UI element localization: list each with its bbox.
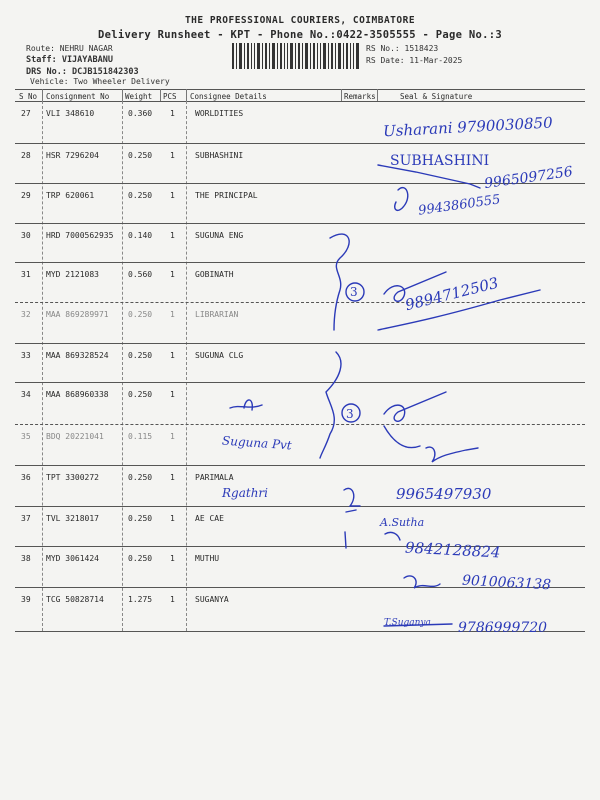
cell-consignment: MAA 869328524 [46, 351, 109, 360]
col-remarks: Remarks [344, 92, 376, 101]
runsheet-title: Delivery Runsheet - KPT - Phone No.:0422-3505555 - Page No.:3 [98, 29, 502, 41]
cell-consignee: GOBINATH [195, 270, 234, 279]
cell-consignment: TPT 3300272 [46, 473, 99, 482]
handwritten-phone-37: 9842128824 [404, 538, 501, 562]
cell-consignment: TVL 3218017 [46, 514, 99, 523]
cell-consignee: THE PRINCIPAL [195, 191, 258, 200]
cell-weight: 0.250 [128, 473, 153, 482]
table-row [15, 506, 585, 548]
cell-weight: 0.250 [128, 514, 153, 523]
cell-consignee: SUGUNA ENG [195, 231, 244, 240]
col-divider [160, 89, 161, 101]
staff-label: Staff: VIJAYABANU [26, 55, 113, 65]
drs-number: DRS No.: DCJB151842303 [26, 67, 139, 77]
cell-sno: 32 [21, 310, 31, 319]
cell-weight: 1.275 [128, 595, 153, 604]
col-consignee: Consignee Details [190, 92, 267, 101]
cell-weight: 0.115 [128, 432, 153, 441]
cell-consignee: MUTHU [195, 554, 220, 563]
cell-pcs: 1 [170, 109, 175, 118]
cell-consignee: WORLDITIES [195, 109, 244, 118]
handwritten-phone-31: 9894712503 [403, 273, 501, 315]
table-row [15, 343, 585, 385]
table-row [15, 424, 585, 466]
cell-pcs: 1 [170, 310, 175, 319]
cell-pcs: 1 [170, 473, 175, 482]
rs-number: RS No.: 1518423 [366, 44, 439, 53]
route-label: Route: NEHRU NAGAR [26, 44, 113, 53]
cell-pcs: 1 [170, 390, 175, 399]
cell-pcs: 1 [170, 231, 175, 240]
cell-consignee: PARIMALA [195, 473, 234, 482]
cell-consignment: TCG 50828714 [46, 595, 104, 604]
cell-sno: 30 [21, 231, 31, 240]
col-divider [186, 89, 187, 101]
cell-sno: 27 [21, 109, 31, 118]
col-divider [42, 89, 43, 101]
cell-weight: 0.360 [128, 109, 153, 118]
cell-weight: 0.250 [128, 390, 153, 399]
table-top-border [15, 89, 585, 90]
vehicle-label: Vehicle: Two Wheeler Delivery [30, 77, 170, 86]
col-divider [377, 89, 378, 101]
col-pcs: PCS [163, 92, 177, 101]
col-divider [341, 89, 342, 101]
cell-weight: 0.250 [128, 191, 153, 200]
cell-sno: 38 [21, 554, 31, 563]
cell-weight: 0.250 [128, 554, 153, 563]
cell-sno: 33 [21, 351, 31, 360]
cell-sno: 37 [21, 514, 31, 523]
cell-consignment: MAA 868960338 [46, 390, 109, 399]
cell-consignment: BDQ 20221041 [46, 432, 104, 441]
cell-pcs: 1 [170, 270, 175, 279]
cell-sno: 35 [21, 432, 31, 441]
table-row [15, 465, 585, 507]
handwritten-phone-36: 9965497930 [396, 485, 492, 503]
cell-weight: 0.560 [128, 270, 153, 279]
cell-pcs: 1 [170, 151, 175, 160]
cell-consignment: MYD 3061424 [46, 554, 99, 563]
cell-consignee: SUBHASHINI [195, 151, 244, 160]
cell-pcs: 1 [170, 514, 175, 523]
handwritten-sign-39: T.Suganya [384, 618, 431, 628]
rs-date: RS Date: 11-Mar-2025 [366, 56, 463, 65]
cell-weight: 0.140 [128, 231, 153, 240]
cell-sno: 36 [21, 473, 31, 482]
cell-sno: 28 [21, 151, 31, 160]
handwritten-sign-36: Rgathri [222, 486, 268, 500]
col-sno: S No [19, 92, 38, 101]
cell-consignment: VLI 348610 [46, 109, 95, 118]
col-seal: Seal & Signature [400, 92, 473, 101]
cell-consignment: MAA 869289971 [46, 310, 109, 319]
cell-consignment: MYD 2121083 [46, 270, 99, 279]
col-weight: Weight [125, 92, 153, 101]
handwritten-phone-38: 9010063138 [461, 572, 552, 594]
cell-consignment: TRP 620061 [46, 191, 95, 200]
cell-consignee: LIBRARIAN [195, 310, 239, 319]
cell-pcs: 1 [170, 554, 175, 563]
col-consignment: Consignment No [46, 92, 110, 101]
cell-weight: 0.250 [128, 310, 153, 319]
cell-weight: 0.250 [128, 151, 153, 160]
table-row [15, 262, 585, 304]
cell-pcs: 1 [170, 351, 175, 360]
cell-consignee: SUGANYA [195, 595, 229, 604]
handwritten-name-28: SUBHASHINI [390, 153, 490, 169]
handwritten-phone-39: 9786999720 [458, 620, 548, 636]
cell-sno: 34 [21, 390, 31, 399]
handwritten-phone-29: 9943860555 [417, 192, 502, 219]
cell-consignment: HRD 7000562935 [46, 231, 114, 240]
cell-sno: 29 [21, 191, 31, 200]
circled-number-3: 3 [346, 407, 354, 421]
cell-sno: 39 [21, 595, 31, 604]
cell-consignee: AE CAE [195, 514, 224, 523]
handwritten-phone-28: 9965097256 [483, 163, 574, 193]
table-row [15, 223, 585, 265]
cell-pcs: 1 [170, 595, 175, 604]
table-row [15, 302, 585, 344]
cell-consignee: SUGUNA CLG [195, 351, 244, 360]
table-row [15, 382, 585, 424]
handwritten-sign-27: Usharani 9790030850 [382, 113, 554, 141]
cell-sno: 31 [21, 270, 31, 279]
company-name: THE PROFESSIONAL COURIERS, COIMBATORE [184, 15, 416, 26]
cell-consignment: HSR 7296204 [46, 151, 99, 160]
barcode [232, 43, 360, 69]
col-divider [122, 89, 123, 101]
cell-weight: 0.250 [128, 351, 153, 360]
cell-pcs: 1 [170, 191, 175, 200]
handwritten-note-35: Suguna Pvt [221, 433, 293, 453]
cell-pcs: 1 [170, 432, 175, 441]
circled-number-3: 3 [350, 285, 358, 299]
handwritten-sign-37: A.Sutha [380, 516, 425, 529]
